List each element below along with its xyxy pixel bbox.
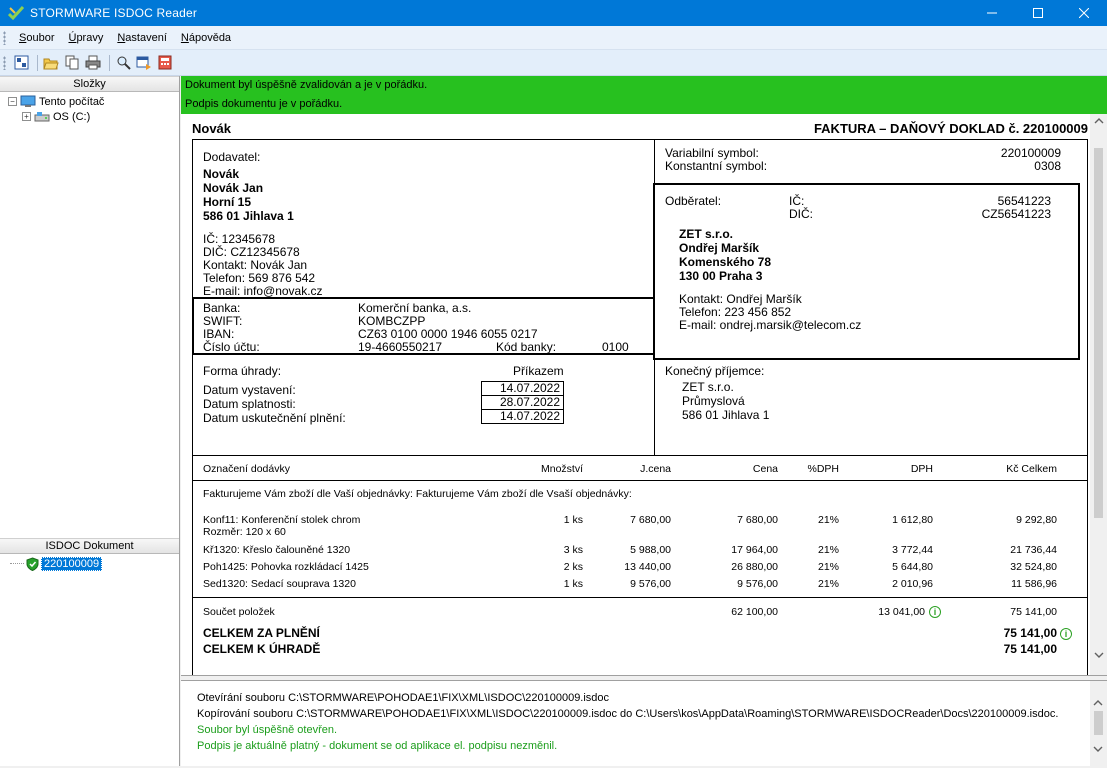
validation-banner	[181, 76, 1107, 114]
supplier-city: 586 01 Jihlava 1	[203, 209, 294, 223]
supplier-name1: Novák	[203, 167, 240, 181]
recipient-street: Průmyslová	[682, 394, 745, 408]
total-payment-value: 75 141,00	[1003, 642, 1057, 656]
supplier-ic: IČ: 12345678	[203, 232, 276, 246]
table-row	[193, 544, 1089, 558]
item-unit-price: 9 576,00	[630, 578, 671, 590]
menu-soubor[interactable]: Soubor	[19, 31, 55, 44]
export-button[interactable]	[135, 54, 153, 72]
item-total: 11 586,96	[1011, 578, 1057, 590]
header-divider	[193, 480, 1087, 481]
item-vat: 2 010,96	[892, 578, 933, 590]
item-price: 26 880,00	[731, 561, 778, 573]
copy-icon	[65, 55, 80, 70]
computer-icon	[20, 95, 36, 108]
tree-label-drive: OS (C:)	[53, 110, 91, 123]
col-total: Kč Celkem	[1006, 463, 1057, 475]
bankcode-value: 0100	[602, 340, 629, 354]
item-qty: 1 ks	[563, 578, 583, 590]
print-button[interactable]	[84, 54, 102, 72]
isdoc-section	[0, 538, 179, 571]
item-vat-rate: 21%	[817, 544, 839, 556]
item-name: Sed1320: Sedací souprava 1320	[203, 578, 356, 590]
total-payment-label: CELKEM K ÚHRADĚ	[203, 642, 321, 656]
item-unit-price: 5 988,00	[630, 544, 671, 556]
bank-value: Komerční banka, a.s.	[358, 301, 472, 315]
recipient-name: ZET s.r.o.	[682, 380, 734, 394]
item-vat: 5 644,80	[892, 561, 933, 573]
toggle-view-button[interactable]	[12, 54, 30, 72]
scroll-thumb[interactable]	[1094, 148, 1103, 518]
item-vat: 3 772,44	[892, 544, 933, 556]
var-symbol-value: 220100009	[1000, 146, 1061, 160]
calculator-icon	[158, 55, 172, 70]
left-panel	[0, 76, 180, 766]
items-header-row	[193, 463, 1089, 477]
info-icon[interactable]: i	[928, 606, 941, 618]
toolbar-separator	[109, 55, 110, 71]
item-total: 9 292,80	[1016, 514, 1057, 526]
customer-label: Odběratel:	[665, 194, 722, 208]
bankcode-label: Kód banky:	[496, 340, 557, 354]
iban-label: IBAN:	[203, 327, 235, 341]
menu-upravy[interactable]: Úpravy	[68, 31, 104, 44]
isdoc-header: ISDOC Dokument	[0, 538, 179, 554]
item-price: 7 680,00	[737, 514, 778, 526]
toggle-view-icon	[14, 55, 29, 70]
menu-bar	[0, 26, 1107, 50]
customer-ic-value: 56541223	[997, 194, 1051, 208]
const-symbol-value: 0308	[1034, 159, 1061, 173]
maximize-button[interactable]	[1015, 0, 1061, 26]
scroll-down-icon[interactable]	[1093, 741, 1103, 755]
item-total: 21 736,44	[1010, 544, 1057, 556]
col-price: Cena	[752, 463, 778, 475]
drive-icon	[34, 111, 50, 123]
account-label: Číslo účtu:	[203, 340, 260, 354]
due-date: 28.07.2022	[481, 395, 564, 410]
col-unit-price: J.cena	[640, 463, 671, 475]
item-vat-rate: 21%	[817, 514, 839, 526]
invoice-header-supplier: Novák	[192, 121, 232, 136]
customer-name2: Ondřej Maršík	[679, 241, 760, 255]
scroll-up-icon[interactable]	[1090, 116, 1107, 133]
item-vat: 1 612,80	[892, 514, 933, 526]
col-vat: DPH	[910, 463, 933, 475]
col-qty: Množství	[540, 463, 583, 475]
menu-napoveda[interactable]: Nápověda	[180, 31, 232, 44]
expand-icon[interactable]: +	[22, 112, 31, 121]
taxable-date: 14.07.2022	[481, 409, 564, 424]
iban-value: CZ63 0100 0000 1946 6055 0217	[358, 327, 538, 341]
table-row	[193, 561, 1089, 575]
minimize-icon	[987, 8, 997, 18]
validation-message: Dokument byl úspěšně zvalidován a je v pořádku.	[185, 79, 428, 91]
sum-row	[193, 606, 1089, 620]
item-qty: 1 ks	[563, 514, 583, 526]
item-total: 32 524,80	[1010, 561, 1057, 573]
toolbar-separator	[37, 55, 38, 71]
info-icon[interactable]: i	[1059, 626, 1072, 640]
customer-name1: ZET s.r.o.	[679, 227, 734, 241]
item-vat-rate: 21%	[817, 561, 839, 573]
isdoc-document-label[interactable]: 220100009	[41, 557, 102, 571]
tree-connector	[10, 563, 24, 564]
customer-city: 130 00 Praha 3	[679, 269, 763, 283]
payment-form-label: Forma úhrady:	[203, 364, 282, 378]
tree-item-computer[interactable]	[8, 94, 179, 109]
menu-nastaveni[interactable]: Nastavení	[117, 31, 167, 44]
supplier-dic: DIČ: CZ12345678	[203, 245, 300, 259]
swift-label: SWIFT:	[203, 314, 243, 328]
col-vat-rate: %DPH	[807, 463, 839, 475]
invoice-header	[192, 121, 1088, 137]
recipient-city: 586 01 Jihlava 1	[682, 408, 770, 422]
export-icon	[136, 55, 152, 70]
app-logo-icon	[8, 5, 24, 21]
customer-dic-value: CZ56541223	[981, 207, 1051, 221]
customer-contact: Kontakt: Ondřej Maršík	[679, 292, 802, 306]
folders-header: Složky	[0, 76, 179, 92]
open-button[interactable]	[42, 54, 60, 72]
supplier-street: Horní 15	[203, 195, 252, 209]
item-qty: 2 ks	[563, 561, 583, 573]
maximize-icon	[1033, 8, 1043, 18]
customer-phone: Telefon: 223 456 852	[679, 305, 792, 319]
print-icon	[85, 55, 101, 70]
document-scrollbar[interactable]	[1090, 114, 1107, 675]
items-divider	[193, 455, 1087, 456]
calculator-button[interactable]	[156, 54, 174, 72]
due-label: Datum splatnosti:	[203, 397, 296, 411]
title-bar	[0, 0, 1107, 26]
signature-message: Podpis dokumentu je v pořádku.	[185, 98, 343, 110]
close-button[interactable]	[1061, 0, 1107, 26]
collapse-icon[interactable]: −	[8, 97, 17, 106]
toolbar-grip	[3, 56, 6, 70]
scroll-up-icon[interactable]	[1093, 695, 1103, 709]
invoice	[192, 121, 1088, 656]
close-icon	[1079, 8, 1089, 18]
customer-ic-label: IČ:	[789, 194, 805, 208]
table-row	[193, 578, 1089, 592]
intro-text: Fakturujeme Vám zboží dle Vaší objednávky: Fakturujeme Vám zboží dle Vsaší objednávky:	[203, 488, 632, 500]
sum-label: Součet položek	[203, 606, 275, 618]
var-symbol-label: Variabilní symbol:	[665, 146, 759, 160]
issued-date: 14.07.2022	[481, 381, 564, 396]
document-view[interactable]	[181, 114, 1107, 676]
issued-label: Datum vystavení:	[203, 383, 296, 397]
supplier-name2: Novák Jan	[203, 181, 264, 195]
invoice-title: FAKTURA – DAŇOVÝ DOKLAD č. 220100009	[813, 121, 1088, 136]
verified-shield-icon	[26, 557, 39, 571]
item-vat-rate: 21%	[817, 578, 839, 590]
table-row	[193, 514, 1089, 538]
recipient-label: Konečný příjemce:	[665, 364, 765, 378]
log-scrollbar[interactable]	[1090, 681, 1107, 767]
menu-grip	[3, 31, 6, 45]
log-line-success: Podpis je aktuálně platný - dokument se od aplikace el. podpisu nezměnil.	[197, 740, 558, 752]
total-fulfilment-value: 75 141,00	[1003, 626, 1057, 640]
item-name: Kř1320: Křeslo čalouněné 1320	[203, 544, 351, 556]
tree-item-drive[interactable]	[8, 109, 179, 124]
swift-value: KOMBCZPP	[358, 314, 426, 328]
log-line: Kopírování souboru C:\STORMWARE\POHODAE1\FIX\XML\ISDOC\220100009.isdoc do C:\Users\kos\AppData\Roaming\STORMWARE\ISDOCReader\Docs\220100009.isdoc.	[197, 708, 1059, 720]
log-panel	[181, 680, 1107, 766]
col-name: Označení dodávky	[203, 463, 290, 475]
open-folder-icon	[43, 56, 59, 70]
sum-divider	[193, 597, 1087, 598]
bank-label: Banka:	[203, 301, 241, 315]
item-qty: 3 ks	[563, 544, 583, 556]
toolbar	[0, 50, 1107, 76]
item-price: 17 964,00	[731, 544, 778, 556]
customer-street: Komenského 78	[679, 255, 772, 269]
search-button[interactable]	[114, 54, 132, 72]
supplier-phone: Telefon: 569 876 542	[203, 271, 316, 285]
scroll-thumb[interactable]	[1094, 711, 1103, 735]
item-unit-price: 7 680,00	[630, 514, 671, 526]
item-name: Konf11: Konferenční stolek chrom	[203, 514, 361, 526]
item-price: 9 576,00	[737, 578, 778, 590]
supplier-label: Dodavatel:	[203, 150, 261, 164]
window-title: STORMWARE ISDOC Reader	[30, 6, 198, 20]
item-name: Poh1425: Pohovka rozkládací 1425	[203, 561, 369, 573]
search-icon	[116, 55, 131, 70]
account-value: 19-4660550217	[358, 340, 443, 354]
const-symbol-label: Konstantní symbol:	[665, 159, 768, 173]
sum-price: 62 100,00	[731, 606, 778, 618]
sum-total: 75 141,00	[1010, 606, 1057, 618]
invoice-frame	[192, 139, 1088, 676]
scroll-down-icon[interactable]	[1090, 650, 1107, 667]
minimize-button[interactable]	[969, 0, 1015, 26]
intro-row	[193, 488, 1089, 502]
payment-form-value: Příkazem	[513, 364, 564, 378]
item-unit-price: 13 440,00	[624, 561, 671, 573]
customer-dic-label: DIČ:	[789, 207, 813, 221]
copy-button[interactable]	[63, 54, 81, 72]
log-line: Otevírání souboru C:\STORMWARE\POHODAE1\FIX\XML\ISDOC\220100009.isdoc	[197, 692, 610, 704]
log-line-success: Soubor byl úspěšně otevřen.	[197, 724, 338, 736]
item-note: Rozměr: 120 x 60	[203, 526, 286, 538]
total-fulfilment-label: CELKEM ZA PLNĚNÍ	[203, 626, 320, 640]
supplier-contact: Kontakt: Novák Jan	[203, 258, 308, 272]
tree-label-computer: Tento počítač	[39, 95, 105, 108]
customer-email: E-mail: ondrej.marsik@telecom.cz	[679, 318, 862, 332]
taxable-label: Datum uskutečnění plnění:	[203, 411, 346, 425]
isdoc-document-item[interactable]	[0, 556, 179, 571]
sum-vat: 13 041,00	[878, 606, 925, 618]
supplier-email: E-mail: info@novak.cz	[203, 284, 323, 298]
